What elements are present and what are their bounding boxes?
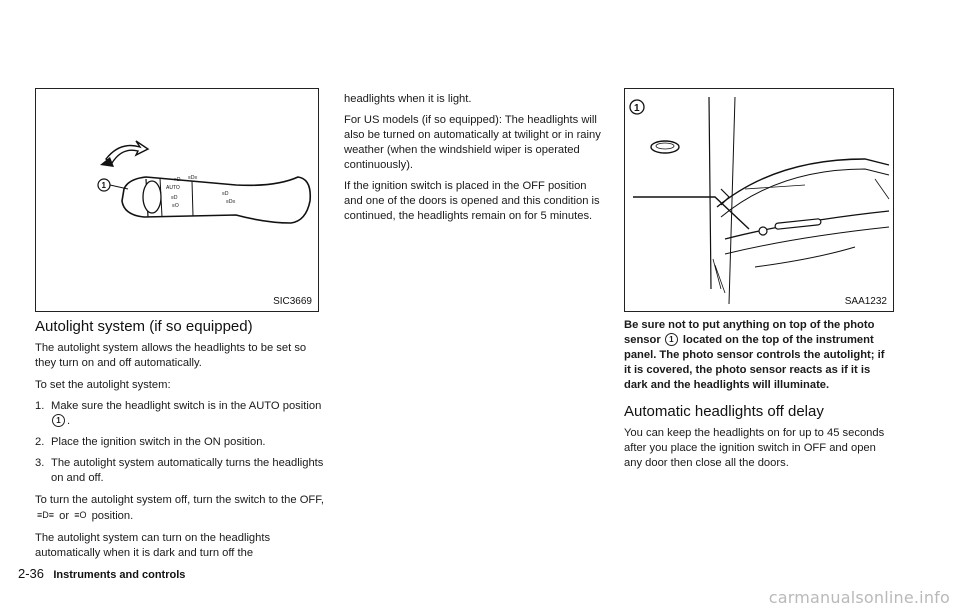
list-item: 3. The autolight system automatically turns the headlights on and off. bbox=[35, 457, 324, 484]
figure-headlight-switch bbox=[35, 88, 319, 312]
svg-text:≡D: ≡D bbox=[222, 191, 229, 197]
callout-1: 1 bbox=[101, 181, 106, 190]
list-item: 2. Place the ignition switch in the ON position. bbox=[35, 436, 266, 448]
us-models-paragraph: For US models (if so equipped): The headlights will also be turned on automatically at twilight or in rainy weather (when the windshield wiper is operated continuously). bbox=[344, 114, 601, 171]
parking-light-symbol-icon: ≡O bbox=[74, 510, 87, 520]
svg-text:≡D: ≡D bbox=[171, 195, 178, 201]
figure-code: SIC3669 bbox=[273, 296, 312, 307]
turn-off-paragraph: To turn the autolight system off, turn the switch to the OFF, ≡D≡ or ≡O position. bbox=[35, 494, 324, 522]
section-name: Instruments and controls bbox=[53, 569, 186, 581]
headlight-symbol-icon: ≡D≡ bbox=[37, 510, 55, 520]
ignition-off-paragraph: If the ignition switch is placed in the OFF position and one of the doors is opened and this condition is continued, the headlights remain on for 5 minutes. bbox=[344, 180, 600, 222]
page-number: 2-36 bbox=[18, 566, 45, 581]
headlight-switch-illustration bbox=[36, 89, 318, 311]
callout-1: 1 bbox=[665, 333, 678, 346]
list-item: 1. Make sure the headlight switch is in the AUTO position1 . bbox=[35, 400, 322, 427]
callout-1: 1 bbox=[634, 103, 640, 114]
svg-text:≡O: ≡O bbox=[172, 203, 179, 209]
warning-paragraph: Be sure not to put anything on top of the photo sensor 1 located on the top of the instrument panel. The photo sensor controls the autolight; if it is covered, the photo sensor reacts as if it is dark and the headlights will illuminate. bbox=[624, 319, 885, 391]
column-right bbox=[624, 318, 894, 471]
to-set-paragraph: To set the autolight system: bbox=[35, 379, 171, 391]
column-left bbox=[35, 318, 329, 561]
svg-text:≡D≡: ≡D≡ bbox=[226, 199, 236, 205]
column-middle bbox=[344, 92, 604, 224]
section-heading-delay: Automatic headlights off delay bbox=[624, 403, 824, 420]
svg-text:≡D≡: ≡D≡ bbox=[188, 175, 198, 181]
section-heading-autolight: Autolight system (if so equipped) bbox=[35, 318, 253, 335]
callout-1: 1 bbox=[52, 414, 65, 427]
watermark[interactable]: carmanualsonline.info bbox=[768, 588, 950, 607]
figure-photo-sensor bbox=[624, 88, 894, 312]
svg-text:AUTO: AUTO bbox=[166, 185, 180, 191]
can-turn-on-paragraph: The autolight system can turn on the headlights automatically when it is dark and turn off the bbox=[35, 532, 271, 559]
svg-text:≡D: ≡D bbox=[174, 177, 181, 183]
intro-paragraph: The autolight system allows the headlights to be set so they turn on and off automatically. bbox=[35, 342, 307, 369]
page-footer bbox=[18, 566, 185, 581]
figure-code: SAA1232 bbox=[844, 296, 887, 307]
photo-sensor-illustration bbox=[625, 89, 893, 311]
continued-paragraph: headlights when it is light. bbox=[344, 93, 472, 105]
delay-paragraph: You can keep the headlights on for up to 45 seconds after you place the ignition switch in OFF and open any door then close all the doors. bbox=[624, 427, 885, 469]
